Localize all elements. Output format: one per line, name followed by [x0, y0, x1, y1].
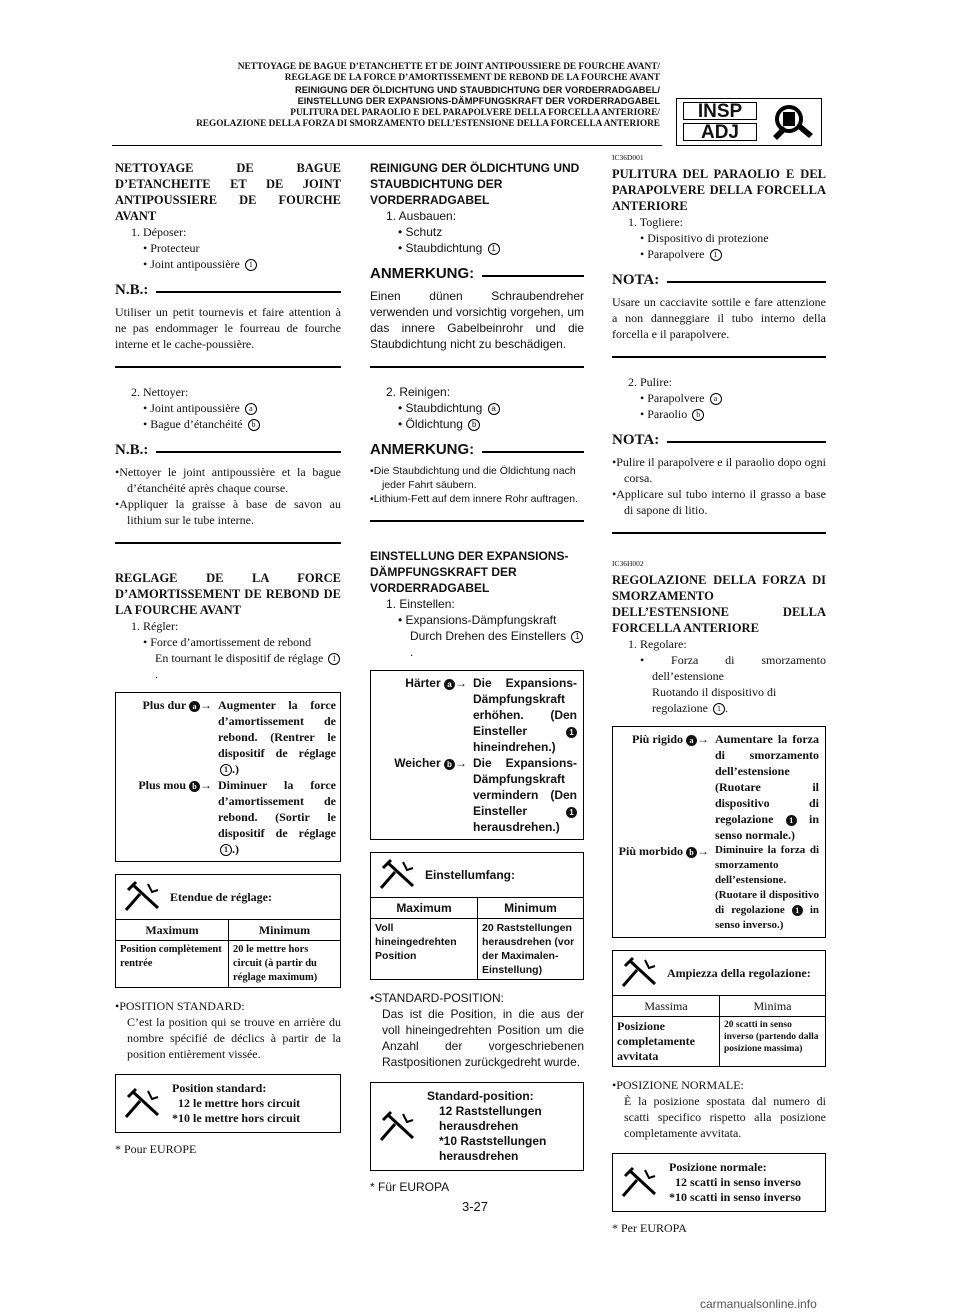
- list-item: • Schutz: [398, 225, 443, 239]
- section-badge: [676, 98, 822, 146]
- footnote: * Für EUROPA: [370, 1180, 450, 1194]
- note-heading: NOTA:: [612, 432, 826, 448]
- standard-box: [370, 1082, 584, 1171]
- list-item: • Joint antipoussière a: [115, 400, 341, 416]
- step-remove: 1. Déposer:: [131, 225, 187, 239]
- note-item: •Nettoyer le joint antipoussière et la bague d’étanchéité après chaque course.: [115, 465, 341, 495]
- standard-box-line: *10 le mettre hors circuit: [172, 1111, 301, 1125]
- wrench-inspection-icon: [769, 102, 817, 142]
- section-code: IC36H002: [612, 559, 644, 568]
- adjust-description: En tournant le dispositif de réglage 1.: [115, 650, 341, 682]
- adjust-table: [115, 692, 341, 862]
- divider: [370, 520, 584, 522]
- note-heading: N.B.:: [115, 282, 341, 298]
- list-item: • Joint antipoussière 1: [115, 256, 341, 272]
- column-french: [115, 150, 341, 1157]
- section-title-cleaning: PULITURA DEL PARAOLIO E DEL PARAPOLVERE DELLA FORCELLA ANTERIORE: [612, 167, 826, 213]
- section-title-adjust: EINSTELLUNG DER EXPANSIONS-DÄMPFUNGSKRAFT DER VORDERRADGABEL: [370, 549, 569, 595]
- section-title-adjust: REGLAGE DE LA FORCE D’AMORTISSEMENT DE REBOND DE LA FOURCHE AVANT: [115, 571, 341, 617]
- standard-box-title: Position standard:: [172, 1081, 267, 1095]
- divider: [612, 532, 826, 534]
- step-remove: 1. Ausbauen:: [386, 209, 457, 223]
- section-title-cleaning: NETTOYAGE DE BAGUE D’ETANCHEITE ET DE JOINT ANTIPOUSSIERE DE FOURCHE AVANT: [115, 161, 341, 223]
- standard-box-title: Posizione normale:: [669, 1160, 767, 1174]
- standard-box-line: 12 scatti in senso inverso: [675, 1175, 801, 1189]
- wrench-spec-icon: [377, 1110, 417, 1144]
- spec-max-value: Position complètement rentrée: [120, 944, 222, 969]
- spec-max-value: Voll hineingedrehten Position: [375, 922, 457, 962]
- note-text: Einen dünen Schraubendreher verwenden und vorsichtig vorgehen, um das innere Gabelbeinrohr und die Staubdichtung nicht zu beschädigen.: [370, 289, 584, 351]
- list-item: • Force d’amortissement de rebond: [143, 635, 312, 649]
- note-heading: N.B.:: [115, 442, 341, 458]
- standard-box: [612, 1153, 826, 1212]
- standard-text: È la posizione spostata dal numero di scatti specifico rispetto alla posizione completamente avvitata.: [624, 1094, 826, 1140]
- spec-title: Einstellumfang:: [425, 868, 516, 882]
- list-item: • Staubdichtung 1: [370, 240, 584, 256]
- table-row: Più rigido a → Aumentare la forza di smorzamento dell’estensione (Ruotare il dispositivo di regolazione 1 in senso normale.): [631, 732, 820, 842]
- wrench-spec-icon: [377, 858, 417, 892]
- step-remove: 1. Togliere:: [628, 215, 683, 229]
- list-item: • Parapolvere a: [612, 390, 826, 406]
- note-text: Usare un cacciavite sottile e fare attenzione a non danneggiare il tubo interno della forcella e il parapolvere.: [612, 295, 826, 341]
- adjust-description: Ruotando il dispositivo di regolazione 1 .: [652, 685, 777, 715]
- list-item: • Dispositivo di protezione: [640, 231, 769, 245]
- note-heading: ANMERKUNG:: [370, 266, 584, 282]
- note-item: •Appliquer la graisse à base de savon au lithium sur le tube interne.: [115, 497, 341, 527]
- table-row: Weicher b → Die Expansions-Dämpfungskraft vermindern (Den Einsteller 1 herausdrehen.): [394, 756, 577, 834]
- step-clean: 2. Nettoyer:: [131, 385, 189, 399]
- standard-box-line: *10 scatti in senso inverso: [669, 1190, 801, 1204]
- header-line-1: NETTOYAGE DE BAGUE D’ETANCHETTE ET DE JOINT ANTIPOUSSIERE DE FOURCHE AVANT/: [237, 62, 660, 72]
- spec-min-value: 20 Raststellungen herausdrehen (vor der Maximalen-Einstellung): [477, 919, 583, 979]
- standard-label: •POSITION STANDARD:: [115, 999, 245, 1013]
- adjust-description: Durch Drehen des Einstellers 1.: [370, 628, 584, 660]
- divider: [612, 356, 826, 358]
- spec-max-value: Posizione completamente avvitata: [617, 1019, 695, 1063]
- spec-box-range: [370, 852, 584, 980]
- list-item: • Staubdichtung a: [370, 400, 584, 416]
- wrench-spec-icon: [619, 1166, 659, 1200]
- standard-box-title: Standard-position:: [427, 1089, 534, 1103]
- footnote: * Pour EUROPE: [115, 1142, 197, 1156]
- column-italian: [612, 150, 826, 1236]
- badge-adj: ADJ: [683, 123, 757, 141]
- note-item: •Pulire il parapolvere e il paraolio dopo ogni corsa.: [612, 455, 826, 485]
- note-text: Utiliser un petit tournevis et faire attention à ne pas endommager le fourreau de fourche interne et le cache-poussière.: [115, 305, 341, 351]
- list-item: • Forza di smorzamento dell’estensione: [640, 653, 826, 683]
- spec-max-header: Maximum: [371, 898, 477, 919]
- spec-box-range: [612, 950, 826, 1067]
- header-line-3: REINIGUNG DER ÖLDICHTUNG UND STAUBDICHTUNG DER VORDERRADGABEL/: [295, 84, 660, 95]
- spec-box-range: [115, 874, 341, 988]
- spec-min-header: Minimum: [228, 920, 340, 941]
- list-item: • Bague d’étanchéité b: [115, 416, 341, 432]
- header-line-2: REGLAGE DE LA FORCE D’AMORTISSEMENT DE REBOND DE LA FOURCHE AVANT: [284, 73, 660, 84]
- step-adjust: 1. Régler:: [131, 619, 179, 633]
- wrench-spec-icon: [619, 956, 659, 990]
- standard-label: •POSIZIONE NORMALE:: [612, 1078, 744, 1092]
- standard-box-line: 12 le mettre hors circuit: [178, 1096, 301, 1110]
- list-item: • Parapolvere 1: [612, 246, 826, 262]
- section-title-adjust: REGOLAZIONE DELLA FORZA DI SMORZAMENTO DELL’ESTENSIONE DELLA FORCELLA ANTERIORE: [612, 573, 826, 635]
- divider: [115, 366, 341, 368]
- table-row: Plus dur a → Augmenter la force d’amortissement de rebond. (Rentrer le dispositif de réglage 1 .): [142, 698, 336, 776]
- note-heading: NOTA:: [612, 272, 826, 288]
- step-clean: 2. Pulire:: [628, 375, 672, 389]
- spec-title: Ampiezza della regolazione:: [667, 965, 811, 980]
- header-line-6: REGOLAZIONE DELLA FORZA DI SMORZAMENTO DELL’ESTENSIONE DELLA FORCELLA ANTERIORE: [196, 119, 660, 130]
- note-item: •Die Staubdichtung und die Öldichtung nach jeder Fahrt säubern.: [370, 465, 576, 491]
- table-row: Più morbido b → Diminuire la forza di smorzamento dell’estensione. (Ruotare il dispositivo di regolazione 1 in senso inverso.): [618, 844, 820, 931]
- note-heading: ANMERKUNG:: [370, 442, 584, 458]
- table-row: Härter a → Die Expansions-Dämpfungskraft erhöhen. (Den Einsteller 1 hineindrehen.): [405, 676, 577, 754]
- standard-box-line: *10 Raststellungen herausdrehen: [439, 1134, 547, 1163]
- spec-min-value: 20 scatti in senso inverso (partendo dalla posizione massima): [719, 1017, 825, 1066]
- spec-min-value: 20 le mettre hors circuit (à partir du réglage maximum): [228, 941, 340, 987]
- list-item: • Öldichtung b: [370, 416, 584, 432]
- standard-text: Das ist die Position, in die aus der voll hineingedrehten Position um die Anzahl der vorgeschriebenen Rastpositionen zurückgedreht wurde.: [382, 1007, 584, 1069]
- table-row: Plus mou b → Diminuer la force d’amortissement de rebond. (Sortir le dispositif de réglage 1 .): [138, 778, 336, 856]
- standard-box-line: 12 Raststellungen herausdrehen: [439, 1104, 542, 1133]
- header-line-5: PULITURA DEL PARAOLIO E DEL PARAPOLVERE DELLA FORCELLA ANTERIORE/: [290, 107, 660, 118]
- step-clean: 2. Reinigen:: [386, 385, 451, 399]
- spec-max-header: Massima: [613, 996, 719, 1017]
- header-rule: [112, 145, 662, 146]
- list-item: • Expansions-Dämpfungskraft: [398, 613, 557, 627]
- note-item: •Lithium-Fett auf dem innere Rohr auftragen.: [370, 493, 578, 505]
- note-item: •Applicare sul tubo interno il grasso a base di sapone di litio.: [612, 487, 826, 517]
- header-line-4: EINSTELLUNG DER EXPANSIONS-DÄMPFUNGSKRAFT DER VORDERRADGABEL: [297, 96, 660, 107]
- page-number: 3-27: [462, 1199, 489, 1214]
- step-adjust: 1. Regolare:: [628, 637, 687, 651]
- column-german: [370, 150, 584, 1195]
- list-item: • Paraolio b: [612, 406, 826, 422]
- spec-min-header: Minimum: [477, 898, 583, 919]
- spec-max-header: Maximum: [116, 920, 228, 941]
- adjust-table: [370, 670, 584, 840]
- standard-text: C’est la position qui se trouve en arrière du nombre spécifié de déclics à partir de la position entièrement vissée.: [127, 1015, 341, 1061]
- page-header: [110, 62, 660, 130]
- standard-label: •STANDARD-POSITION:: [370, 991, 504, 1005]
- wrench-spec-icon: [122, 880, 162, 914]
- spec-min-header: Minima: [719, 996, 825, 1017]
- spec-title: Etendue de réglage:: [170, 890, 272, 904]
- section-title-cleaning: REINIGUNG DER ÖLDICHTUNG UND STAUBDICHTUNG DER VORDERRADGABEL: [370, 161, 580, 207]
- wrench-spec-icon: [122, 1087, 162, 1121]
- step-adjust: 1. Einstellen:: [386, 597, 455, 611]
- divider: [370, 366, 584, 368]
- section-code: IC36D001: [612, 153, 644, 162]
- standard-box: [115, 1074, 341, 1133]
- watermark: carmanualsonline.info: [700, 1297, 817, 1311]
- footnote: * Per EUROPA: [612, 1221, 687, 1235]
- adjust-table: [612, 726, 826, 938]
- badge-insp: INSP: [683, 102, 757, 120]
- list-item: • Protecteur: [143, 241, 200, 255]
- divider: [115, 542, 341, 544]
